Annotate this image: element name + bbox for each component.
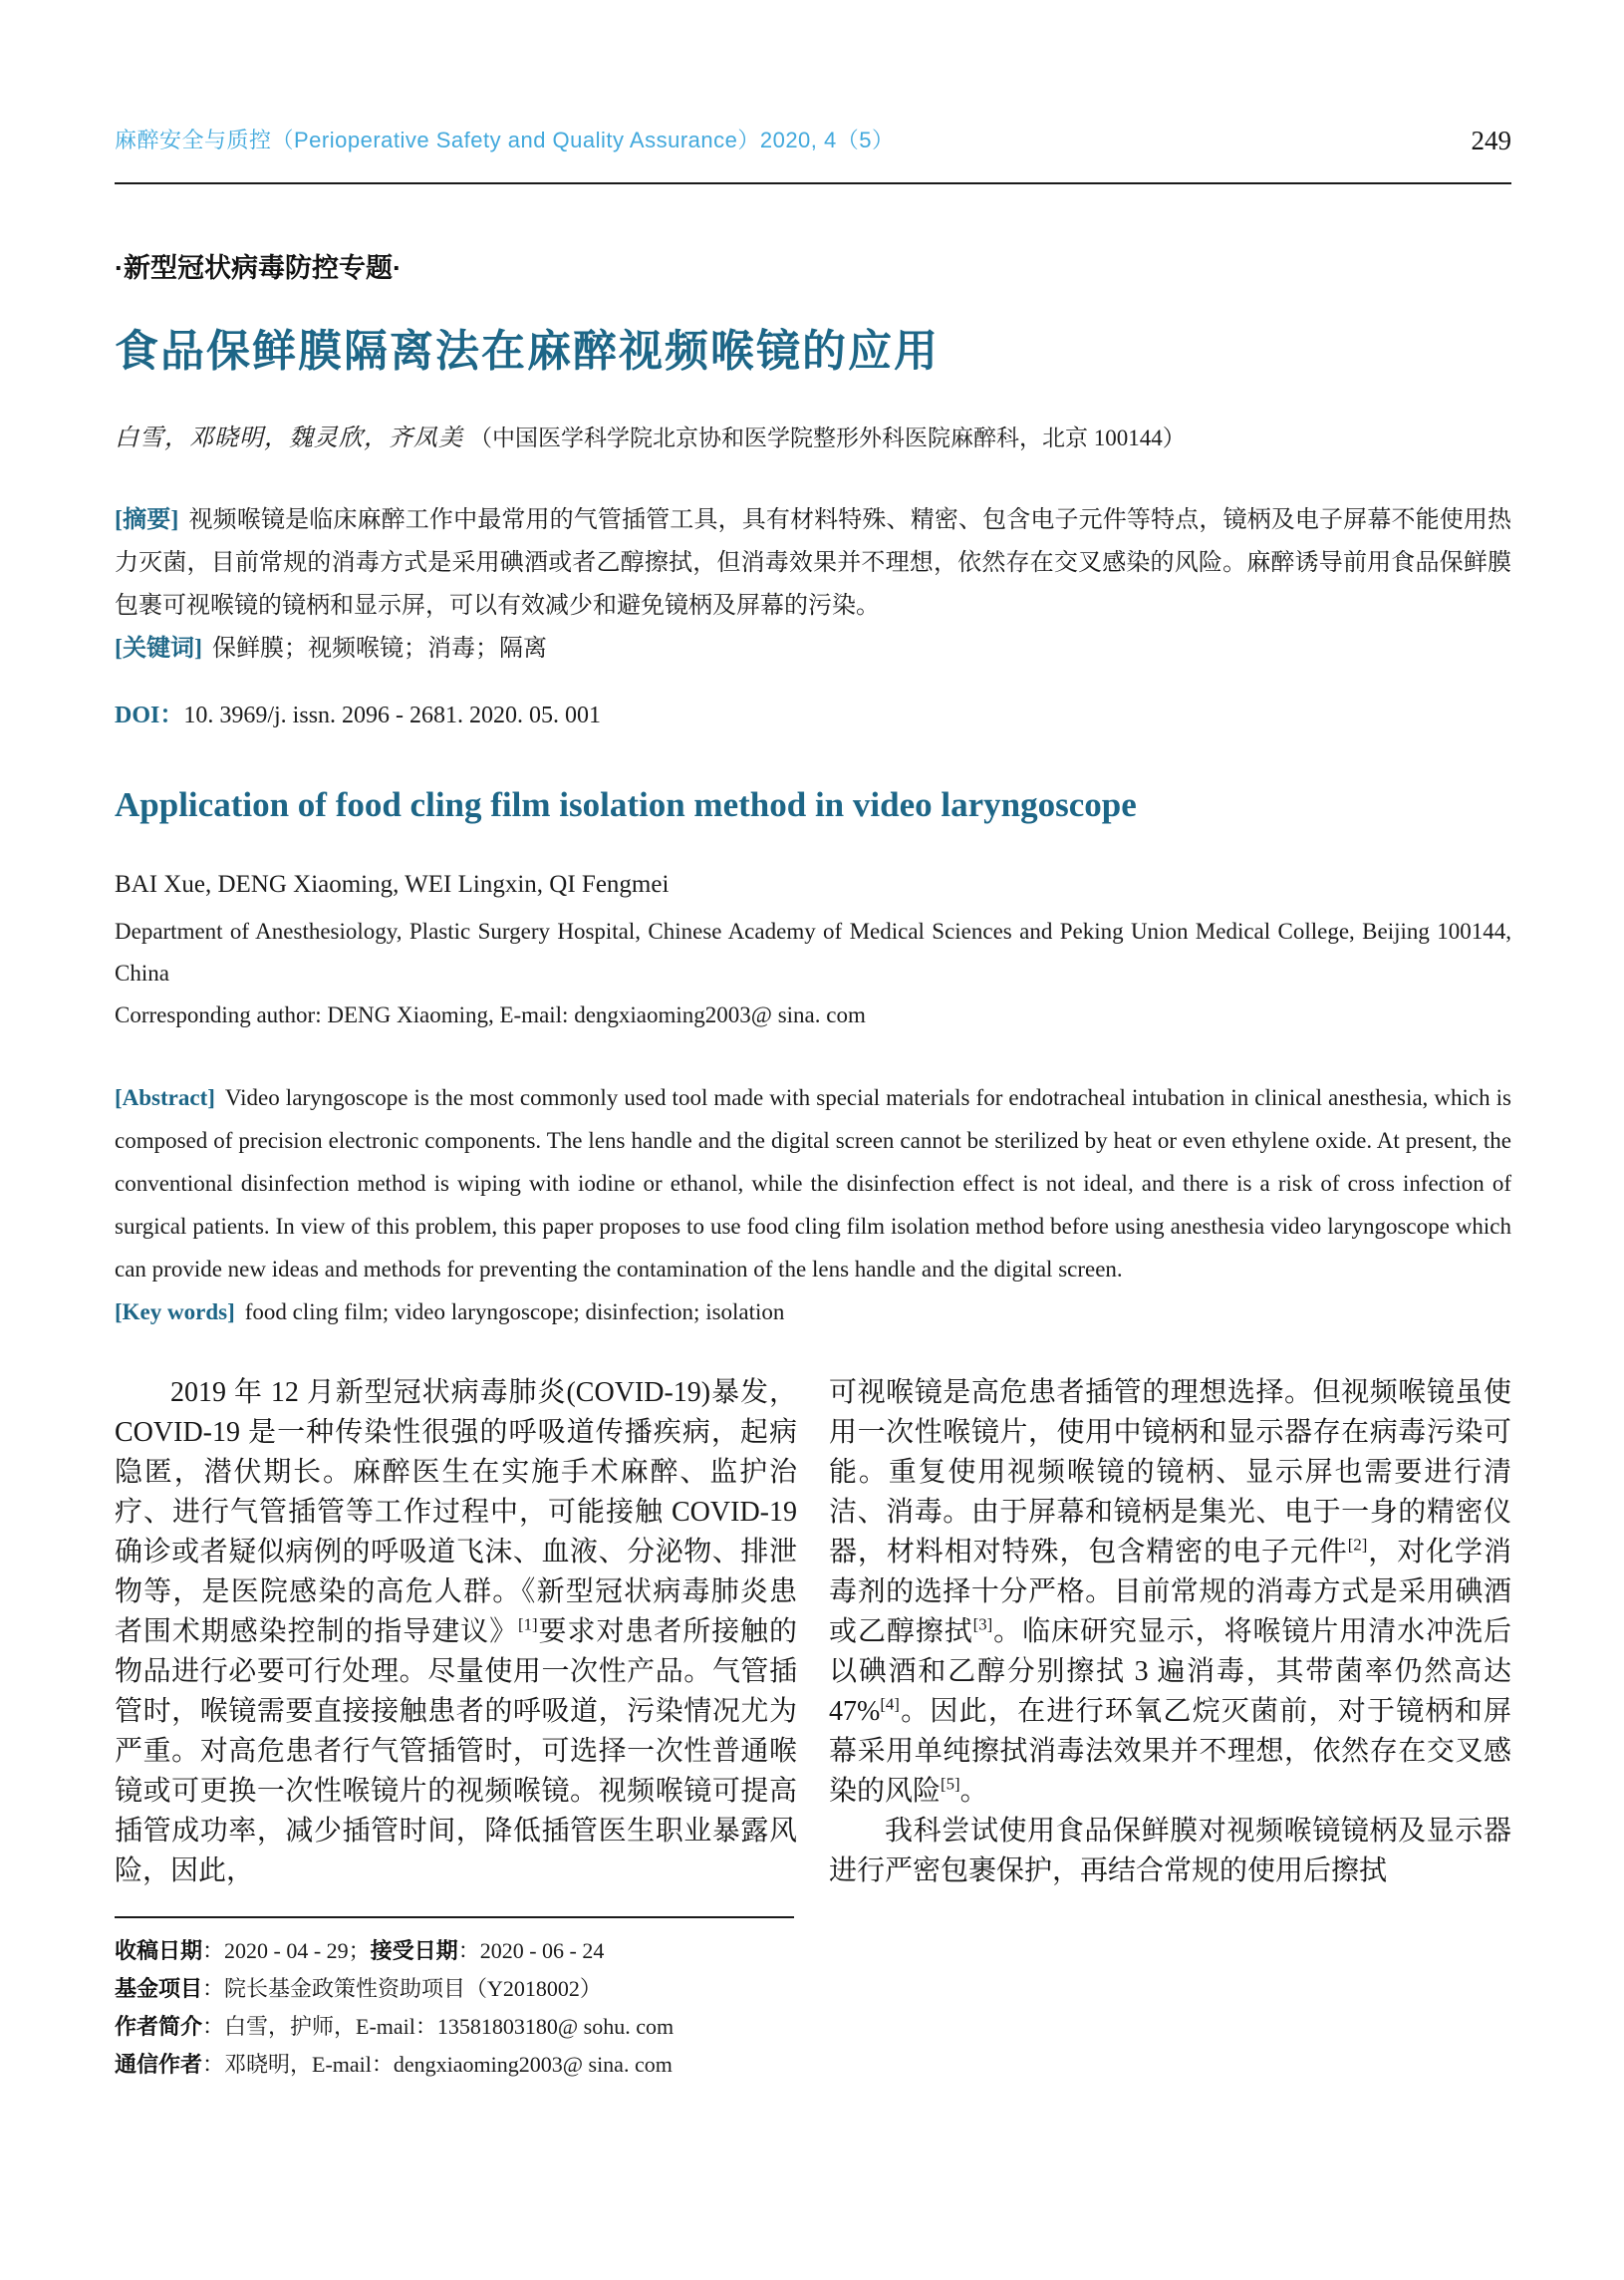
author-bio-label: 作者简介 bbox=[115, 2014, 203, 2039]
abstract-label-en: [Abstract] bbox=[115, 1085, 215, 1110]
body-text bbox=[115, 1373, 1511, 1891]
affiliation-en: Department of Anesthesiology, Plastic Surgery Hospital, Chinese Academy of Medical Sciences and Peking Union Medical College, Beijing 100144, China bbox=[115, 919, 1511, 986]
body-paragraph: 可视喉镜是高危患者插管的理想选择。但视频喉镜虽使用一次性喉镜片，使用中镜柄和显示器存在病毒污染可能。重复使用视频喉镜的镜柄、显示屏也需要进行清洁、消毒。由于屏幕和镜柄是集光、电于一身的精密仪器，材料相对特殊，包含精密的电子元件[2]，对化学消毒剂的选择十分严格。目前常规的消毒方式是采用碘酒或乙醇擦拭[3]。临床研究显示，将喉镜片用清水冲洗后以碘酒和乙醇分别擦拭 3 遍消毒，其带菌率仍然高达 47%[4]。因此，在进行环氧乙烷灭菌前，对于镜柄和屏幕采用单纯擦拭消毒法效果并不理想，依然存在交叉感染的风险[5]。 bbox=[829, 1377, 1511, 1807]
corresponding-author: Corresponding author: DENG Xiaoming, E-mail: dengxiaoming2003@ sina. com bbox=[115, 1002, 866, 1027]
body-left-column bbox=[115, 1373, 797, 1891]
affiliation-cn: （中国医学科学院北京协和医学院整形外科医院麻醉科，北京 100144） bbox=[469, 426, 1186, 450]
keywords-text-en: food cling film; video laryngoscope; disinfection; isolation bbox=[244, 1299, 785, 1324]
footnote-fund bbox=[115, 1970, 1511, 2008]
fund-label: 基金项目 bbox=[115, 1976, 203, 2001]
footnote-bio bbox=[115, 2008, 1511, 2046]
footnotes bbox=[115, 1916, 1511, 2084]
doi-value: 10. 3969/j. issn. 2096 - 2681. 2020. 05. 001 bbox=[183, 703, 602, 728]
authors-en: BAI Xue, DENG Xiaoming, WEI Lingxin, QI Fengmei bbox=[115, 871, 670, 898]
body-right-column bbox=[829, 1373, 1511, 1891]
article-title-cn: 食品保鲜膜隔离法在麻醉视频喉镜的应用 bbox=[115, 327, 940, 376]
corresponding-value: ：邓晓明，E-mail：dengxiaoming2003@ sina. com bbox=[202, 2052, 673, 2077]
fund-value: ：院长基金政策性资助项目（Y2018002） bbox=[202, 1976, 602, 2001]
abstract-cn bbox=[115, 499, 1511, 628]
body-paragraph: 我科尝试使用食品保鲜膜对视频喉镜镜柄及显示器进行严密包裹保护，再结合常规的使用后擦拭 bbox=[829, 1816, 1511, 1886]
doi-label: DOI： bbox=[115, 703, 184, 728]
keywords-label-en: [Key words] bbox=[115, 1299, 235, 1324]
keywords-text-cn: 保鲜膜；视频喉镜；消毒；隔离 bbox=[211, 636, 547, 662]
footnote-dates bbox=[115, 1932, 1511, 1970]
footnote-corresponding bbox=[115, 2046, 1511, 2084]
received-date: ：2020 - 04 - 29； bbox=[202, 1938, 371, 1963]
body-paragraph: 2019 年 12 月新型冠状病毒肺炎(COVID-19)暴发，COVID-19 是一种传染性很强的呼吸道传播疾病，起病隐匿，潜伏期长。麻醉医生在实施手术麻醉、监护治疗、进行气管插管等工作过程中，可能接触 COVID-19 确诊或者疑似病例的呼吸道飞沫、血液、分泌物、排泄物等，是医院感染的高危人群。《新型冠状病毒肺炎患者围术期感染控制的指导建议》[1]要求对患者所接触的物品进行必要可行处理。尽量使用一次性产品。气管插管时，喉镜需要直接接触患者的呼吸道，污染情况尤为严重。对高危患者行气管插管时，可选择一次性普通喉镜或可更换一次性喉镜片的视频喉镜。视频喉镜可提高插管成功率，减少插管时间，降低插管医生职业暴露风险，因此， bbox=[115, 1377, 797, 1886]
page-number: 249 bbox=[1471, 126, 1511, 155]
abstract-block-cn bbox=[115, 499, 1511, 737]
doi-line bbox=[115, 695, 1511, 737]
abstract-label-cn: [摘要] bbox=[115, 507, 179, 533]
abstract-text-en: Video laryngoscope is the most commonly used tool made with special materials for endotracheal intubation in clinical anesthesia, which is composed of precision electronic components. The lens handle and the digital screen cannot be sterilized by heat or even ethylene oxide. At present, the conventional disinfection method is wiping with iodine or ethanol, while the disinfection effect is not ideal, and there is a risk of cross infection of surgical patients. In view of this problem, this paper proposes to use food cling film isolation method before using anesthesia video laryngoscope which can provide new ideas and methods for preventing the contamination of the lens handle and the digital screen. bbox=[115, 1085, 1511, 1282]
keywords-en bbox=[115, 1290, 1511, 1333]
header-rule bbox=[115, 182, 1511, 184]
author-bio: ：白雪，护师，E-mail：13581803180@ sohu. com bbox=[202, 2014, 675, 2039]
keywords-cn bbox=[115, 628, 1511, 671]
abstract-en bbox=[115, 1076, 1511, 1290]
journal-title: 麻醉安全与质控（Perioperative Safety and Quality Assurance）2020, 4（5） bbox=[115, 128, 895, 152]
authors-line-cn bbox=[115, 424, 1511, 453]
abstract-text-cn: 视频喉镜是临床麻醉工作中最常用的气管插管工具，具有材料特殊、精密、包含电子元件等特点，镜柄及电子屏幕不能使用热力灭菌，目前常规的消毒方式是采用碘酒或者乙醇擦拭，但消毒效果并不理想，依然存在交叉感染的风险。麻醉诱导前用食品保鲜膜包裹可视喉镜的镜柄和显示屏，可以有效减少和避免镜柄及屏幕的污染。 bbox=[115, 507, 1512, 619]
page-header bbox=[115, 125, 1511, 156]
accepted-date: ：2020 - 06 - 24 bbox=[457, 1938, 605, 1963]
article-title-en: Application of food cling film isolation method in video laryngoscope bbox=[115, 785, 1137, 824]
footnote-rule bbox=[115, 1916, 794, 1918]
keywords-label-cn: [关键词] bbox=[115, 636, 202, 662]
abstract-block-en bbox=[115, 1076, 1511, 1333]
corresponding-label: 通信作者 bbox=[115, 2052, 203, 2077]
received-date-label: 收稿日期 bbox=[115, 1938, 203, 1963]
authors-cn: 白雪，邓晓明，魏灵欣，齐凤美 bbox=[115, 426, 463, 451]
accepted-date-label: 接受日期 bbox=[370, 1938, 458, 1963]
topic-label: ·新型冠状病毒防控专题· bbox=[115, 253, 402, 283]
